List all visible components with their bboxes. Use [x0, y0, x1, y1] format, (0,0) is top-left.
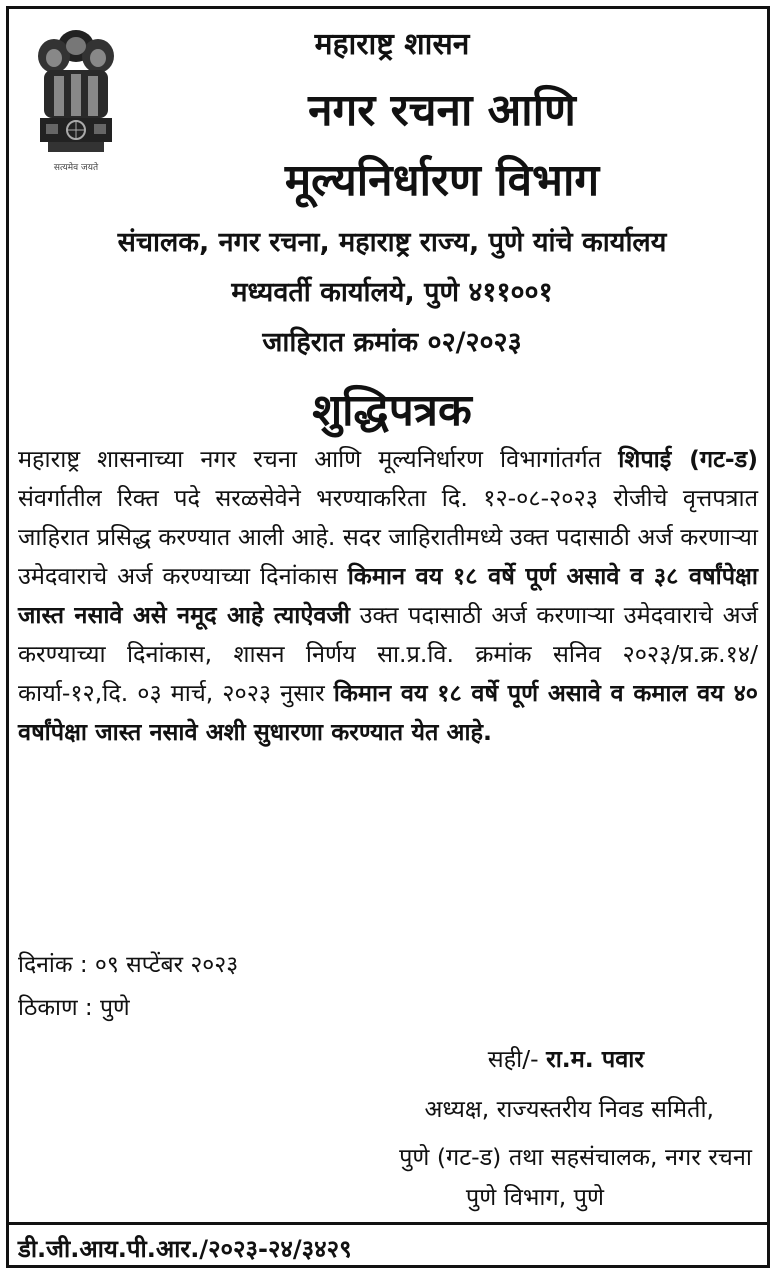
body-text-2: संवर्गातील रिक्त पदे सरळसेवेने भरण्याकरिता दि. १२-०८-२०२३ रोजीचे वृत्तपत्रात जाहिरात प्रसिद्ध करण्यात आली आहे. सदर जाहिरातीमध्ये उक्त पदासाठी अर्ज करणाऱ्या उमेदवाराचे अर्ज करण्याच्या दिनांकास	[18, 484, 758, 590]
department-name-line2: मूल्यनिर्धारण विभाग	[284, 155, 600, 206]
body-text-1: महाराष्ट्र शासनाच्या नगर रचना आणि मूल्यनिर्धारण विभागांतर्गत	[18, 445, 619, 473]
revised-age-criteria: किमान वय १८ वर्षे पूर्ण असावे व कमाल वय ४० वर्षांपेक्षा जास्त नसावे अशी सुधारणा करण्यात येत आहे.	[18, 679, 759, 746]
old-age-criteria: किमान वय १८ वर्षे पूर्ण असावे व ३८ वर्षांपेक्षा जास्त नसावे असे नमूद आहे त्याऐवजी	[18, 562, 758, 629]
footer-divider	[6, 1222, 770, 1225]
signatory-designation-1: अध्यक्ष, राज्यस्तरीय निवड समिती,	[424, 1095, 714, 1123]
signatory-name: रा.म. पवार	[546, 1045, 644, 1073]
dgipr-reference-code: डी.जी.आय.पी.आर./२०२३-२४/३४२९	[18, 1235, 352, 1263]
body-text-3: उक्त पदासाठी अर्ज करणाऱ्या उमेदवाराचे अर्ज करण्याच्या दिनांकास, शासन निर्णय सा.प्र.वि. क्रमांक सनिव २०२३/प्र.क्र.१४/कार्या-१२,दि. ०३ मार्च, २०२३ नुसार	[18, 601, 758, 707]
notice-date: दिनांक : ०९ सप्टेंबर २०२३	[18, 952, 239, 978]
post-name: शिपाई (गट-ड)	[618, 445, 758, 473]
emblem-motto: सत्यमेव जयते	[53, 163, 99, 173]
advertisement-number: जाहिरात क्रमांक ०२/२०२३	[262, 327, 522, 358]
notice-title: शुद्धिपत्रक	[312, 385, 472, 436]
department-name-line1: नगर रचना आणि	[308, 85, 576, 136]
signatory-designation-2: पुणे (गट-ड) तथा सहसंचालक, नगर रचना	[399, 1143, 752, 1171]
office-name: संचालक, नगर रचना, महाराष्ट्र राज्य, पुणे यांचे कार्यालय	[117, 227, 667, 258]
signatory-designation-3: पुणे विभाग, पुणे	[465, 1183, 604, 1211]
signature-prefix: सही/-	[487, 1045, 547, 1073]
office-address: मध्यवर्ती कार्यालये, पुणे ४११००१	[231, 277, 553, 308]
notice-place: ठिकाण : पुणे	[18, 995, 130, 1021]
signature-line	[488, 1042, 644, 1074]
government-name: महाराष्ट्र शासन	[314, 27, 470, 62]
corrigendum-body	[18, 440, 758, 752]
